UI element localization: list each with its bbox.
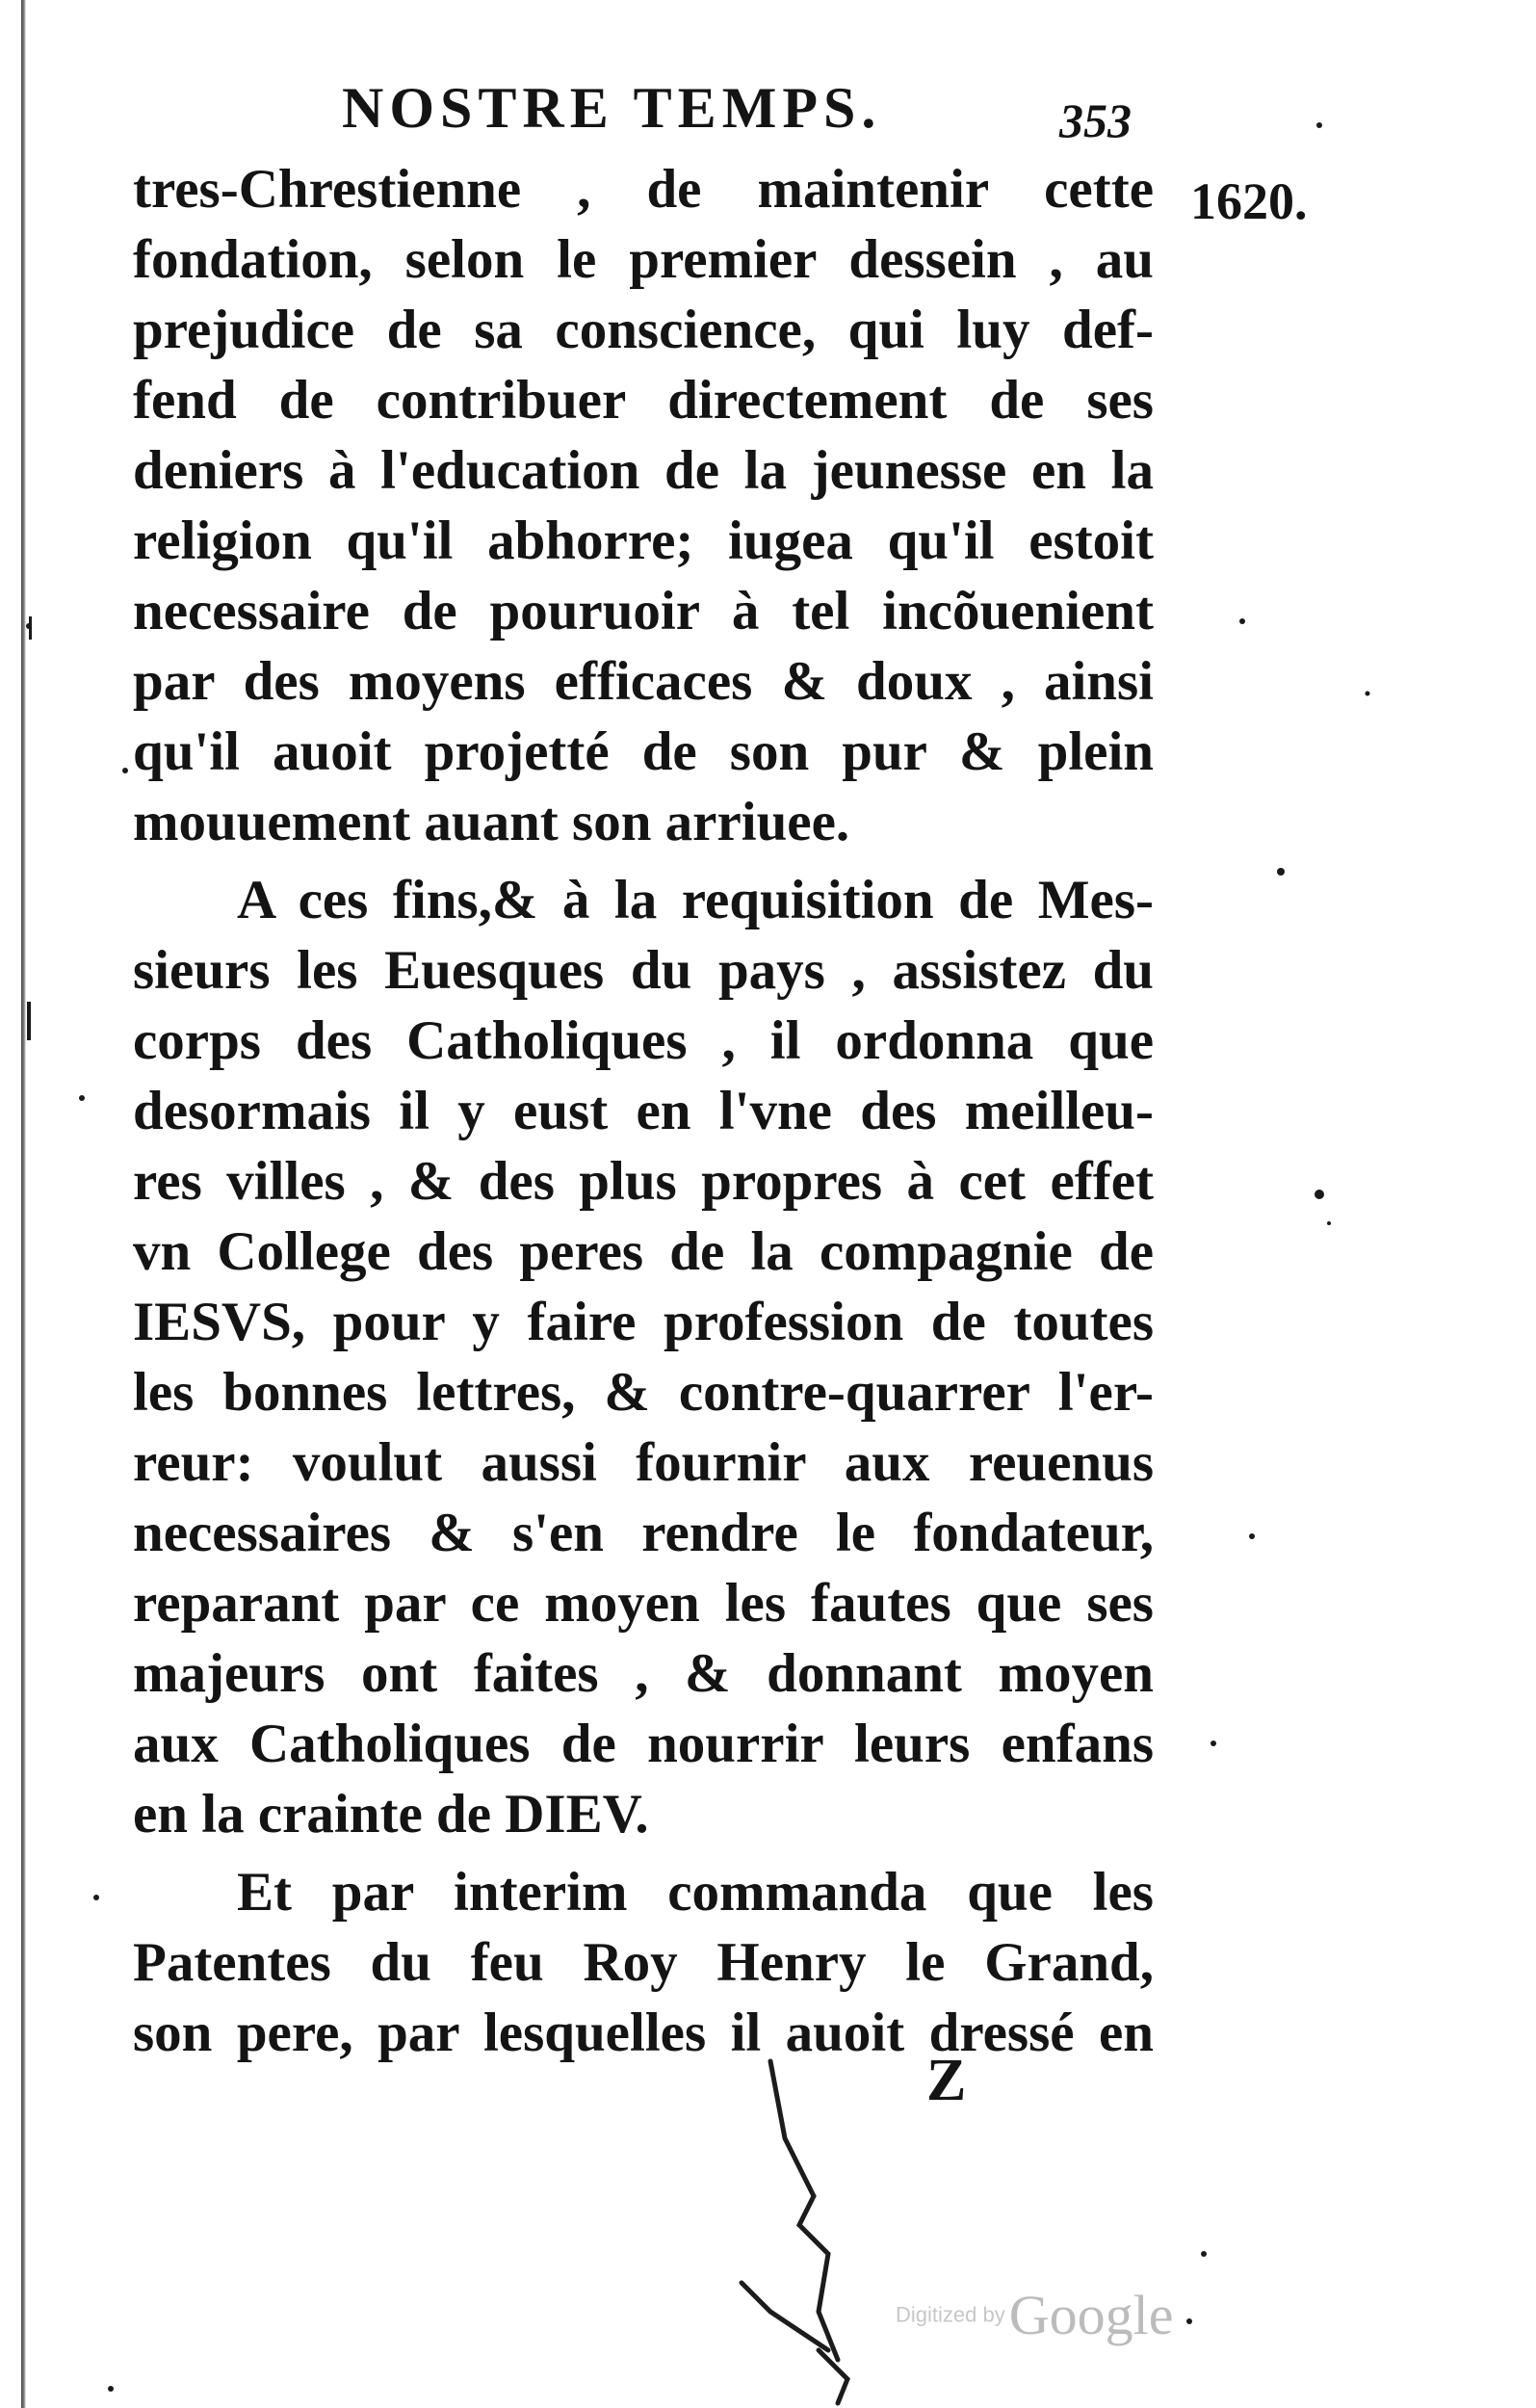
google-logo: Google [1008,2284,1174,2346]
text-line: Patentes du feu Roy Henry le Grand, [133,1932,1154,1993]
text-line: sieurs les Euesques du pays , assistez du [133,940,1154,1001]
text-line: desormais il y eust en l'vne des meilleu- [133,1081,1154,1141]
running-head: NOSTRE TEMPS. [342,76,882,140]
watermark-prefix: Digitized by [896,2302,1005,2327]
body-text [133,154,1154,2068]
text-line: deniers à l'education de la jeunesse en la [133,440,1154,501]
text-line: prejudice de sa conscience, qui luy def- [133,300,1154,360]
text-line: les bonnes lettres, & contre-quarrer l'er- [133,1362,1154,1423]
text-line: vn College des peres de la compagnie de [133,1221,1154,1282]
text-line: reparant par ce moyen les fautes que ses [133,1573,1154,1634]
text-line: res villes , & des plus propres à cet effet [133,1151,1154,1212]
text-line: A ces fins,& à la requisition de Mes- [237,870,1154,930]
text-line: IESVS, pour y faire profession de toutes [133,1292,1154,1352]
text-line: Et par interim commanda que les [237,1862,1154,1923]
text-line: majeurs ont faites , & donnant moyen [133,1643,1154,1704]
text-line: religion qu'il abhorre; iugea qu'il estoit [133,510,1154,571]
text-line: necessaires & s'en rendre le fondateur, [133,1503,1154,1563]
text-line: en la crainte de DIEV. [133,1784,649,1845]
signature-mark: Z [926,2048,967,2113]
page-binding-edge [21,0,26,2408]
paragraph-1 [133,154,1154,857]
text-line: necessaire de pouruoir à tel incõuenient [133,581,1154,641]
text-line: tres-Chrestienne , de maintenir cette [133,159,1154,220]
text-line: corps des Catholiques , il ordonna que [133,1010,1154,1071]
text-line: fend de contribuer directement de ses [133,370,1154,431]
text-line: par des moyens efficaces & doux , ainsi [133,651,1154,712]
text-line: reur: voulut aussi fournir aux reuenus [133,1432,1154,1493]
text-line: mouuement auant son arriuee. [133,792,850,852]
paragraph-2 [133,865,1154,1849]
text-line: qu'il auoit projetté de son pur & plein [133,721,1154,782]
paragraph-3 [133,1857,1154,2068]
text-line: aux Catholiques de nourrir leurs enfans [133,1714,1154,1774]
google-watermark [896,2283,1173,2347]
margin-year-note: 1620. [1190,172,1308,230]
page-number: 353 [1059,93,1132,147]
text-line: fondation, selon le premier dessein , au [133,229,1154,290]
text-line: son pere, par lesquelles il auoit dressé en [133,2002,1154,2063]
